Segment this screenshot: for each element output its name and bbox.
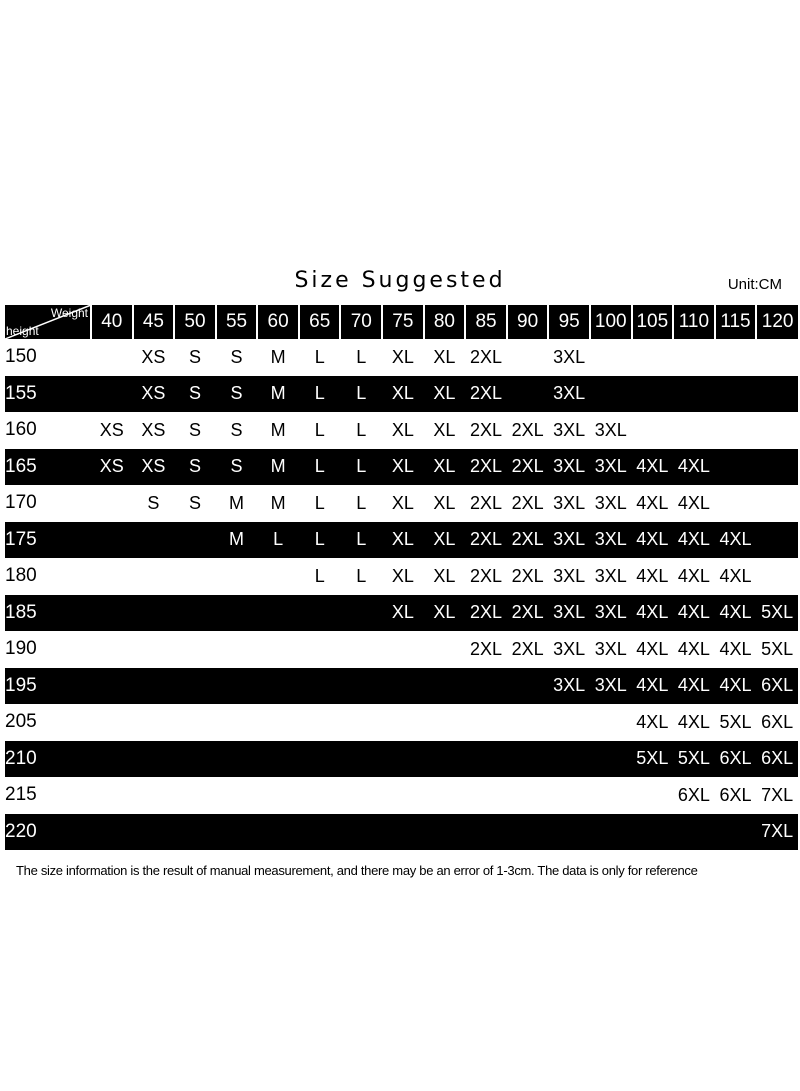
height-cell: 150 [5,346,37,368]
height-cell: 205 [5,711,37,733]
corner-cell [5,305,91,339]
size-cell: 6XL [715,741,757,778]
size-cell [91,558,133,595]
size-cell: 2XL [465,595,507,632]
size-cell: 5XL [673,741,715,778]
size-cell: 4XL [677,711,710,732]
size-cell [174,741,216,778]
size-cell: L [356,346,367,367]
table-row [5,631,798,668]
size-cell [756,412,798,449]
size-cell: L [314,492,325,513]
size-cell [91,485,133,522]
size-cell: 3XL [590,595,632,632]
size-cell: 3XL [548,668,590,705]
height-cell: 170 [5,492,37,514]
size-cell: XL [382,522,424,559]
size-cell: XL [424,376,466,413]
size-cell [507,741,549,778]
size-cell [507,704,549,741]
size-cell [424,741,466,778]
weight-header-cell: 115 [715,305,757,339]
size-cell [216,558,258,595]
size-cell [507,777,549,814]
size-cell [216,741,258,778]
size-cell: XL [433,419,456,440]
weight-header-cell: 55 [216,305,258,339]
size-cell: L [299,449,341,486]
size-cell: XL [382,376,424,413]
size-cell: 3XL [553,419,586,440]
size-cell: M [257,449,299,486]
size-cell: L [314,565,325,586]
size-cell [133,668,175,705]
size-cell [174,558,216,595]
size-cell [216,814,258,851]
size-cell: L [299,376,341,413]
size-cell [133,741,175,778]
weight-header-cell: 85 [465,305,507,339]
size-cell: XL [382,595,424,632]
size-cell [507,376,549,413]
size-cell [590,704,632,741]
table-row [5,339,798,376]
size-cell: 3XL [590,449,632,486]
size-cell [673,339,715,376]
table-row [5,412,798,449]
size-cell: 4XL [673,449,715,486]
size-cell: 3XL [594,565,627,586]
height-cell: 165 [5,449,91,486]
size-cell [756,339,798,376]
size-cell [133,814,175,851]
size-cell [756,449,798,486]
weight-header-cell: 45 [133,305,175,339]
size-cell: XL [391,346,414,367]
size-cell: 4XL [673,668,715,705]
size-cell [340,668,382,705]
size-cell [382,741,424,778]
table-row [5,777,798,814]
height-cell: 175 [5,522,91,559]
size-cell [715,814,757,851]
size-cell: 5XL [761,638,794,659]
size-cell [133,777,175,814]
size-cell [174,522,216,559]
size-cell: 4XL [719,638,752,659]
size-cell [91,668,133,705]
size-cell [91,595,133,632]
disclaimer-note: The size information is the result of manual measurement, and there may be an error of 1-3cm. The data is only for reference [16,863,698,878]
size-rows [5,339,798,850]
size-cell: 3XL [594,638,627,659]
size-cell [507,814,549,851]
height-cell: 160 [5,419,37,441]
size-cell [673,376,715,413]
size-cell: S [216,449,258,486]
size-cell [382,777,424,814]
size-cell: 2XL [469,492,503,513]
size-cell [133,595,175,632]
size-cell [715,449,757,486]
height-cell: 220 [5,814,91,851]
size-cell [756,558,798,595]
size-cell: 5XL [632,741,674,778]
height-cell: 215 [5,784,37,806]
size-cell [91,777,133,814]
size-cell [382,668,424,705]
table-row [5,704,798,741]
size-cell [632,376,674,413]
size-cell: 3XL [594,419,627,440]
size-cell: L [356,492,367,513]
size-cell [715,485,757,522]
size-cell [548,704,590,741]
size-cell: L [314,419,325,440]
size-cell [424,668,466,705]
size-cell: 3XL [590,522,632,559]
height-cell: 190 [5,638,37,660]
size-cell: XL [424,595,466,632]
weight-header-cell: 70 [340,305,382,339]
size-cell [174,595,216,632]
size-cell: XS [141,346,166,367]
table-row [5,558,798,595]
size-cell: L [356,565,367,586]
size-cell: S [174,376,216,413]
size-cell [715,339,757,376]
size-cell: 2XL [507,449,549,486]
size-cell: 2XL [511,419,544,440]
size-cell [382,631,424,668]
table-row [5,376,798,413]
size-cell: XS [91,449,133,486]
weight-header-cell: 90 [507,305,549,339]
table-row [5,595,798,632]
size-cell [299,741,341,778]
size-cell [216,777,258,814]
size-cell: 6XL [677,784,710,805]
weight-header-cell: 80 [424,305,466,339]
size-cell: M [270,346,286,367]
size-cell [174,777,216,814]
weight-header-cell: 65 [299,305,341,339]
size-cell [133,558,175,595]
size-cell: 4XL [715,595,757,632]
size-cell [673,814,715,851]
weight-axis-label: Weight [50,306,89,320]
size-cell: 2XL [511,638,544,659]
size-cell: 4XL [677,492,710,513]
size-cell: 4XL [632,595,674,632]
size-cell [424,814,466,851]
size-cell: 2XL [469,638,503,659]
size-cell: 3XL [594,492,627,513]
size-cell: 4XL [636,711,669,732]
size-cell: 4XL [632,522,674,559]
size-cell [216,668,258,705]
size-cell: 2XL [465,449,507,486]
size-cell: L [314,346,325,367]
size-cell: S [188,346,201,367]
size-cell: 5XL [719,711,752,732]
size-cell [756,485,798,522]
size-cell: XS [99,419,124,440]
size-cell: 4XL [673,522,715,559]
size-cell: 2XL [469,346,503,367]
size-cell [715,412,757,449]
size-cell: L [257,522,299,559]
size-cell [340,741,382,778]
size-cell: XL [433,346,456,367]
size-cell: 4XL [636,638,669,659]
size-cell [465,704,507,741]
size-cell [91,631,133,668]
size-cell: 4XL [715,522,757,559]
size-cell: 3XL [548,522,590,559]
size-cell [632,339,674,376]
size-cell [257,631,299,668]
weight-header-cell: 75 [382,305,424,339]
size-cell: 3XL [553,565,586,586]
size-cell: 4XL [632,668,674,705]
size-cell: S [230,419,243,440]
size-cell [257,704,299,741]
size-cell [424,704,466,741]
size-cell [548,814,590,851]
size-cell: 5XL [756,595,798,632]
size-cell [590,777,632,814]
size-cell [91,704,133,741]
size-cell [91,741,133,778]
size-cell [299,595,341,632]
size-cell [548,741,590,778]
size-cell: 2XL [511,565,544,586]
size-cell [174,668,216,705]
size-cell: 7XL [756,814,798,851]
size-cell [632,814,674,851]
size-cell: L [299,522,341,559]
size-cell: 3XL [553,638,586,659]
size-cell: 6XL [761,711,794,732]
size-cell [91,339,133,376]
size-cell [340,777,382,814]
height-axis-label: height [6,324,39,338]
size-cell [216,631,258,668]
size-cell: 3XL [548,376,590,413]
size-cell [756,376,798,413]
size-cell [257,741,299,778]
size-cell: L [340,376,382,413]
size-cell: 4XL [636,565,669,586]
weight-header-cell: 60 [257,305,299,339]
size-cell [590,814,632,851]
size-cell [424,777,466,814]
weight-header-cell: 120 [756,305,798,339]
size-cell [424,631,466,668]
height-cell: 180 [5,565,37,587]
size-cell: XL [433,565,456,586]
size-cell [174,704,216,741]
size-cell: 6XL [719,784,752,805]
size-cell [465,814,507,851]
size-cell: L [340,522,382,559]
size-cell [465,741,507,778]
size-cell [382,814,424,851]
size-cell: XS [141,419,166,440]
height-cell: 195 [5,668,91,705]
size-cell: XS [133,449,175,486]
size-cell [257,558,299,595]
size-cell: S [147,492,160,513]
size-cell [507,668,549,705]
weight-header-cell: 40 [91,305,133,339]
weight-header-cell: 105 [632,305,674,339]
size-cell [91,814,133,851]
size-cell: XL [382,449,424,486]
size-cell [257,595,299,632]
size-cell [590,376,632,413]
size-cell [715,376,757,413]
size-cell: M [216,522,258,559]
size-cell [174,814,216,851]
size-cell [91,522,133,559]
size-cell [257,814,299,851]
size-cell [174,631,216,668]
size-cell: 2XL [511,492,544,513]
table-row [5,814,798,851]
table-row [5,741,798,778]
size-cell [299,668,341,705]
weight-header-row [5,305,798,339]
unit-label: Unit:CM [727,276,782,293]
weight-header-cell: 100 [590,305,632,339]
size-cell [548,777,590,814]
size-cell: 3XL [553,346,586,367]
size-cell [632,777,674,814]
size-cell [299,704,341,741]
size-cell: M [229,492,245,513]
size-cell: 4XL [636,492,669,513]
size-cell [257,668,299,705]
table-row [5,449,798,486]
size-cell: 6XL [756,668,798,705]
size-cell: XL [391,565,414,586]
size-cell: S [188,492,201,513]
weight-header-cell: 95 [548,305,590,339]
size-cell [756,522,798,559]
size-cell: 2XL [465,522,507,559]
height-cell: 210 [5,741,91,778]
size-cell: XL [391,419,414,440]
size-cell: S [174,449,216,486]
size-cell: 4XL [677,638,710,659]
size-cell [340,631,382,668]
size-cell: S [230,346,243,367]
size-cell [216,704,258,741]
size-cell: XL [424,522,466,559]
size-cell [673,412,715,449]
size-cell: M [257,376,299,413]
size-cell [299,631,341,668]
size-cell: L [356,419,367,440]
size-cell [590,339,632,376]
size-cell: XS [133,376,175,413]
size-cell: 6XL [756,741,798,778]
size-cell [299,777,341,814]
size-cell [257,777,299,814]
size-cell [216,595,258,632]
size-cell: XL [433,492,456,513]
size-cell: L [340,449,382,486]
size-cell: 4XL [715,668,757,705]
size-chart-table [5,305,798,850]
size-cell [632,412,674,449]
weight-header-cell: 50 [174,305,216,339]
size-cell: XL [391,492,414,513]
height-cell: 155 [5,376,91,413]
size-cell: 2XL [469,419,503,440]
size-cell: S [188,419,201,440]
size-cell: 4XL [719,565,752,586]
size-cell [340,595,382,632]
size-cell [299,814,341,851]
size-cell [465,777,507,814]
size-cell: XL [424,449,466,486]
size-cell: 3XL [590,668,632,705]
size-cell [133,522,175,559]
size-cell [133,704,175,741]
size-cell: 2XL [507,522,549,559]
size-cell: 4XL [677,565,710,586]
size-cell: 3XL [548,595,590,632]
size-cell: 2XL [507,595,549,632]
size-cell [590,741,632,778]
size-cell [507,339,549,376]
weight-header-cell: 110 [673,305,715,339]
height-cell: 185 [5,595,91,632]
size-cell: M [270,419,286,440]
size-cell [91,376,133,413]
size-cell: 3XL [548,449,590,486]
size-cell: S [216,376,258,413]
size-cell [382,704,424,741]
size-cell: M [270,492,286,513]
size-cell [340,704,382,741]
table-row [5,668,798,705]
size-cell: 2XL [465,376,507,413]
table-row [5,485,798,522]
size-cell: 4XL [632,449,674,486]
size-cell [133,631,175,668]
size-cell: 4XL [673,595,715,632]
size-cell [465,668,507,705]
size-cell: 7XL [761,784,794,805]
size-cell [340,814,382,851]
table-row [5,522,798,559]
page-title: Size Suggested [294,268,506,293]
size-cell: 3XL [553,492,586,513]
size-cell: 2XL [469,565,503,586]
